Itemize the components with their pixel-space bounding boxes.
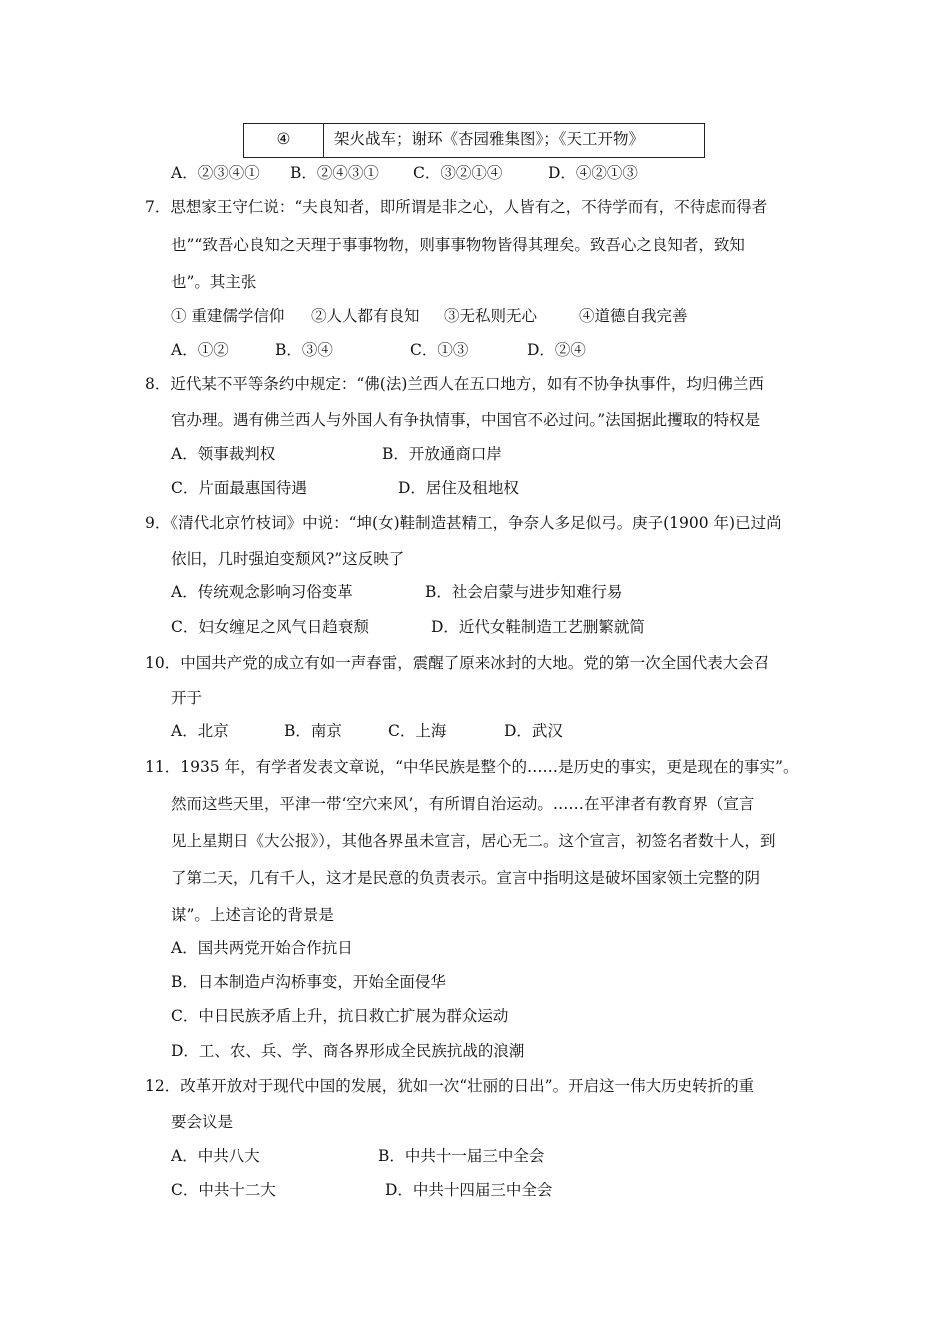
table-row-number: ④ — [244, 124, 324, 157]
q10-option-a: A．北京 — [171, 722, 229, 740]
q11-stem-line1: 11．1935 年，有学者发表文章说，“中华民族是整个的……是历史的事实，更是现在的事实”。 — [145, 758, 799, 776]
q11-option-b: B．日本制造卢沟桥事变，开始全面侵华 — [171, 973, 446, 991]
q10-option-b: B．南京 — [284, 722, 342, 740]
q11-stem-line4: 了第二天，几有千人，这才是民意的负责表示。宣言中指明这是破坏国家领土完整的阴 — [171, 869, 761, 887]
q8-option-d: D．居住及租地权 — [398, 479, 519, 497]
q7-stem-line1: 7．思想家王守仁说：“夫良知者，即所谓是非之心，人皆有之，不待学而有，不待虑而得者 — [145, 198, 768, 216]
q8-stem-line1: 8．近代某不平等条约中规定：“佛(法)兰西人在五口地方，如有不协争执事件，均归佛兰西 — [145, 375, 764, 393]
q12-option-b: B．中共十一届三中全会 — [378, 1147, 545, 1165]
q12-option-c: C．中共十二大 — [171, 1181, 276, 1199]
q7-option-c: C．①③ — [410, 341, 469, 359]
q11-option-a: A．国共两党开始合作抗日 — [171, 939, 353, 957]
q11-stem-line5: 谋”。上述言论的背景是 — [171, 906, 334, 924]
q9-option-d: D．近代女鞋制造工艺删繁就简 — [431, 618, 645, 636]
q8-option-b: B．开放通商口岸 — [382, 445, 502, 463]
q7-option-a: A．①② — [171, 341, 229, 359]
q11-stem-line2: 然而这些天里，平津一带‘空穴来风’，有所谓自治运动。……在平津者有教育界（宣言 — [171, 795, 755, 813]
q10-option-c: C．上海 — [388, 722, 447, 740]
q7-item-3: ③无私则无心 — [444, 307, 538, 325]
q6-option-d: D．④②①③ — [548, 164, 638, 182]
q9-option-b: B．社会启蒙与进步知难行易 — [425, 583, 623, 601]
q12-option-d: D．中共十四届三中全会 — [385, 1181, 553, 1199]
q7-option-b: B．③④ — [275, 341, 333, 359]
q8-option-c: C．片面最惠国待遇 — [171, 479, 307, 497]
q6-option-c: C．③②①④ — [413, 164, 503, 182]
q11-option-d: D．工、农、兵、学、商各界形成全民族抗战的浪潮 — [171, 1042, 525, 1060]
q10-option-d: D．武汉 — [504, 722, 563, 740]
q11-stem-line3: 见上星期日《大公报》），其他各界虽未宣言，居心无二。这个宣言，初签名者数十人，到 — [171, 832, 776, 850]
options-table — [243, 123, 705, 158]
q12-option-a: A．中共八大 — [171, 1147, 260, 1165]
q8-stem-line2: 官办理。遇有佛兰西人与外国人有争执情事，中国官不必过问。”法国据此攫取的特权是 — [171, 411, 761, 429]
q9-option-c: C．妇女缠足之风气日趋衰颓 — [171, 618, 369, 636]
q6-option-a: A．②③④① — [171, 164, 260, 182]
q11-option-c: C．中日民族矛盾上升，抗日救亡扩展为群众运动 — [171, 1007, 509, 1025]
q9-stem-line2: 依旧，几时强迫变颓风?”这反映了 — [171, 550, 405, 568]
table-row-content: 架火战车；谢环《杏园雅集图》；《天工开物》 — [334, 130, 645, 148]
q7-item-1: ① 重建儒学信仰 — [171, 307, 285, 325]
q7-item-2: ②人人都有良知 — [311, 307, 420, 325]
q7-stem-line3: 也”。其主张 — [171, 273, 257, 291]
q10-stem-line2: 开于 — [171, 689, 203, 707]
q12-stem-line1: 12．改革开放对于现代中国的发展，犹如一次“壮丽的日出”。开启这一伟大历史转折的重 — [145, 1077, 755, 1095]
q8-option-a: A．领事裁判权 — [171, 445, 276, 463]
q6-option-b: B．②④③① — [290, 164, 379, 182]
q9-option-a: A．传统观念影响习俗变革 — [171, 583, 353, 601]
q7-stem-line2: 也”“致吾心良知之天理于事事物物，则事事物物皆得其理矣。致吾心之良知者，致知 — [171, 236, 745, 254]
q12-stem-line2: 要会议是 — [171, 1113, 234, 1131]
q7-option-d: D．②④ — [527, 341, 586, 359]
q9-stem-line1: 9．《清代北京竹枝词》中说：“坤(女)鞋制造甚精工，争奈人多足似弓。庚子(1900 年)已过尚 — [145, 514, 782, 532]
q10-stem-line1: 10．中国共产党的成立有如一声春雷，震醒了原来冰封的大地。党的第一次全国代表大会召 — [145, 654, 770, 672]
q7-item-4: ④道德自我完善 — [579, 307, 688, 325]
